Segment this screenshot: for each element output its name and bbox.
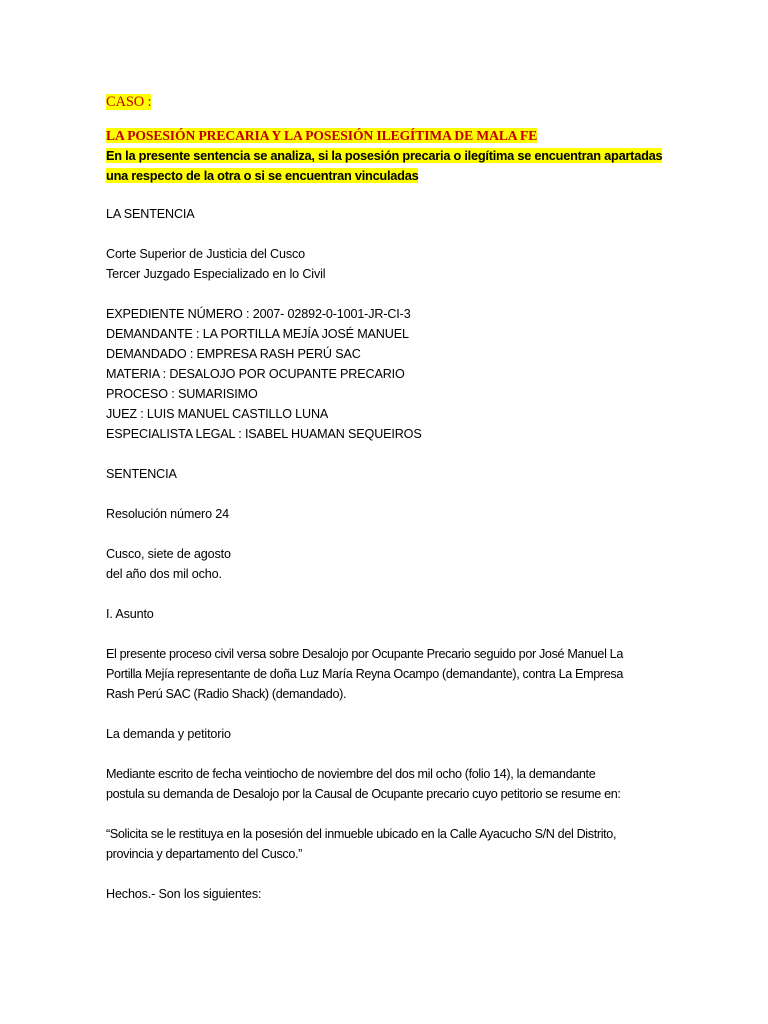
document-title-text: LA POSESIÓN PRECARIA Y LA POSESIÓN ILEGÍTIMA DE MALA FE — [106, 128, 538, 143]
case-label-text: CASO : — [106, 94, 152, 110]
demanda-line-2: postula su demanda de Desalojo por la Causal de Ocupante precario cuyo petitorio se resume en: — [106, 787, 621, 801]
case-detail-demandado: DEMANDADO : EMPRESA RASH PERÚ SAC — [106, 347, 361, 361]
document-title — [106, 127, 537, 144]
asunto-line-3: Rash Perú SAC (Radio Shack) (demandado). — [106, 687, 347, 701]
summary-line-2 — [106, 166, 418, 185]
asunto-line-1: El presente proceso civil versa sobre Desalojo por Ocupante Precario seguido por José Manuel La — [106, 647, 623, 661]
demanda-heading: La demanda y petitorio — [106, 727, 231, 741]
quote-line-1: “Solicita se le restituya en la posesión del inmueble ubicado en la Calle Ayacucho S/N del Distrito, — [106, 827, 617, 841]
case-detail-materia: MATERIA : DESALOJO POR OCUPANTE PRECARIO — [106, 367, 405, 381]
summary-line-1 — [106, 146, 662, 165]
date-line-2: del año dos mil ocho. — [106, 567, 222, 581]
hechos-heading: Hechos.- Son los siguientes: — [106, 887, 262, 901]
court-line-2: Tercer Juzgado Especializado en lo Civil — [106, 267, 326, 281]
sentencia-label: SENTENCIA — [106, 467, 177, 481]
case-detail-especialista: ESPECIALISTA LEGAL : ISABEL HUAMAN SEQUEIROS — [106, 427, 422, 441]
resolution-number: Resolución número 24 — [106, 507, 230, 521]
case-detail-juez: JUEZ : LUIS MANUEL CASTILLO LUNA — [106, 407, 329, 421]
summary-line-2-text: una respecto de la otra o si se encuentran vinculadas — [106, 168, 419, 183]
case-detail-demandante: DEMANDANTE : LA PORTILLA MEJÍA JOSÉ MANUEL — [106, 327, 409, 341]
quote-line-2: provincia y departamento del Cusco.” — [106, 847, 303, 861]
asunto-line-2: Portilla Mejía representante de doña Luz María Reyna Ocampo (demandante), contra La Empresa — [106, 667, 623, 681]
summary-line-1-text: En la presente sentencia se analiza, si la posesión precaria o ilegítima se encuentran apartadas — [106, 148, 663, 163]
section-heading: LA SENTENCIA — [106, 207, 195, 221]
case-detail-proceso: PROCESO : SUMARISIMO — [106, 387, 258, 401]
date-line-1: Cusco, siete de agosto — [106, 547, 231, 561]
asunto-heading: I. Asunto — [106, 607, 154, 621]
case-label — [106, 93, 151, 111]
demanda-line-1: Mediante escrito de fecha veintiocho de noviembre del dos mil ocho (folio 14), la demandante — [106, 767, 596, 781]
case-detail-expediente: EXPEDIENTE NÚMERO : 2007- 02892-0-1001-JR-CI-3 — [106, 307, 411, 321]
court-line-1: Corte Superior de Justicia del Cusco — [106, 247, 305, 261]
